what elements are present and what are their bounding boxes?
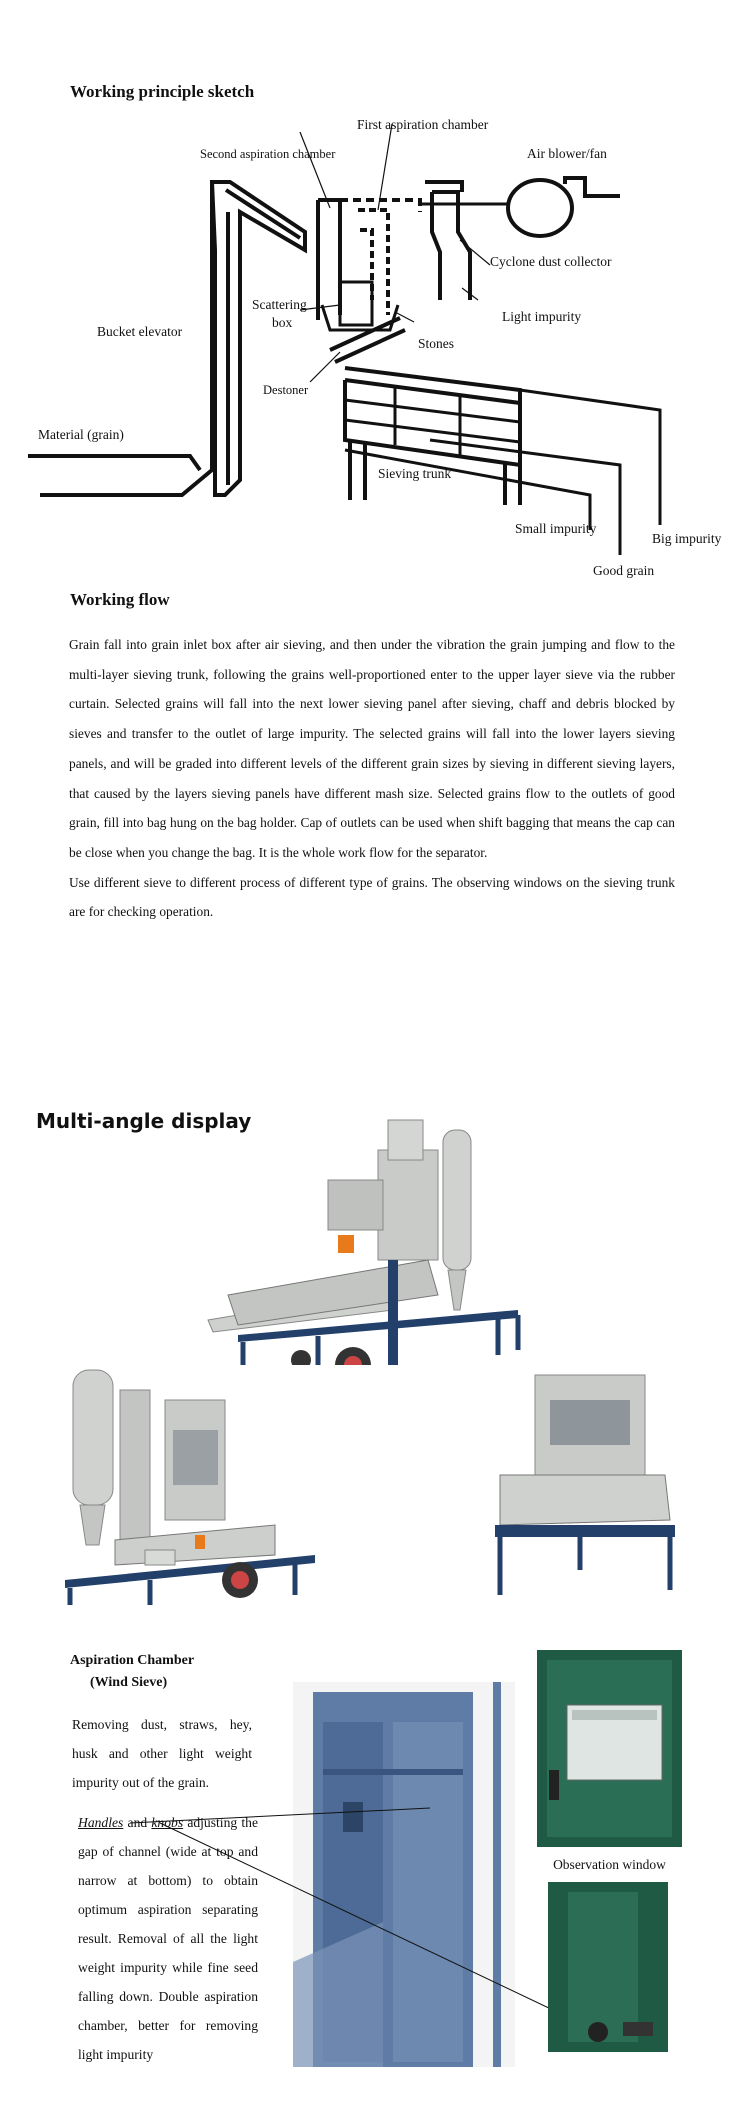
observation-window-caption: Observation window <box>553 1857 666 1872</box>
aspiration-heading: Aspiration Chamber <box>70 1653 195 1668</box>
multi-angle-title: Multi-angle display <box>36 1109 252 1133</box>
label-small-impurity: Small impurity <box>515 521 597 536</box>
observation-window-photo <box>537 1650 682 1847</box>
label-good-grain: Good grain <box>593 563 655 578</box>
aspiration-description: Removing dust, straws, hey, husk and other light weight impurity out of the grain. <box>72 1717 252 1790</box>
aspiration-subheading: (Wind Sieve) <box>90 1675 168 1690</box>
label-big-impurity: Big impurity <box>652 531 722 546</box>
label-sieving-trunk: Sieving trunk <box>378 466 452 481</box>
label-cyclone-dust-collector: Cyclone dust collector <box>490 254 612 269</box>
label-scattering: Scattering <box>252 297 307 312</box>
handles-term: Handles <box>78 1815 124 1830</box>
label-scattering-box: box <box>272 315 293 330</box>
knob-detail-photo <box>548 1882 668 2052</box>
label-bucket-elevator: Bucket elevator <box>97 324 183 339</box>
and-word: and <box>123 1815 152 1830</box>
label-stones: Stones <box>418 336 455 351</box>
label-light-impurity: Light impurity <box>502 309 582 324</box>
label-air-blower: Air blower/fan <box>527 146 607 161</box>
label-destoner: Destoner <box>263 383 309 397</box>
label-second-aspiration-chamber: Second aspiration chamber <box>200 147 336 161</box>
adjustment-rest: adjusting the gap of channel (wide at top and narrow at bottom) to obtain optimum aspiration separating result. Removal of all the light weight impurity while fine seed falling down. Double aspiration chamber, better for removing light impurity <box>78 1815 258 2062</box>
label-material-grain: Material (grain) <box>38 427 124 442</box>
working-flow-paragraph-1: Grain fall into grain inlet box after air sieving, and then under the vibration the grain jumping and flow to the multi-layer sieving trunk, following the grains well-proportioned enter to the upper layer sieve via the rubber curtain. Selected grains will fall into the next lower sieving panel after sieving, chaff and debris blocked by sieves and transfer to the outlet of large impurity. The selected grains will fall into the lower layers sieving panels, and will be graded into different levels of the different grain sizes by sieving in different sieving layers, that caused by the layers sieving panels have different mash size. Selected grains flow to the outlets of good grain, fill into bag hung on the bag holder. Cap of outlets can be used when shift bagging that means the cap can be close when you change the bag. It is the whole work flow for the separator. <box>69 637 675 860</box>
working-flow-paragraph-2: Use different sieve to different process of different type of grains. The observing windows on the sieving trunk are for checking operation. <box>69 874 675 920</box>
label-first-aspiration-chamber: First aspiration chamber <box>357 117 489 132</box>
knobs-term: knobs <box>151 1815 184 1830</box>
working-flow-title: Working flow <box>70 590 170 609</box>
sketch-title: Working principle sketch <box>70 82 255 101</box>
